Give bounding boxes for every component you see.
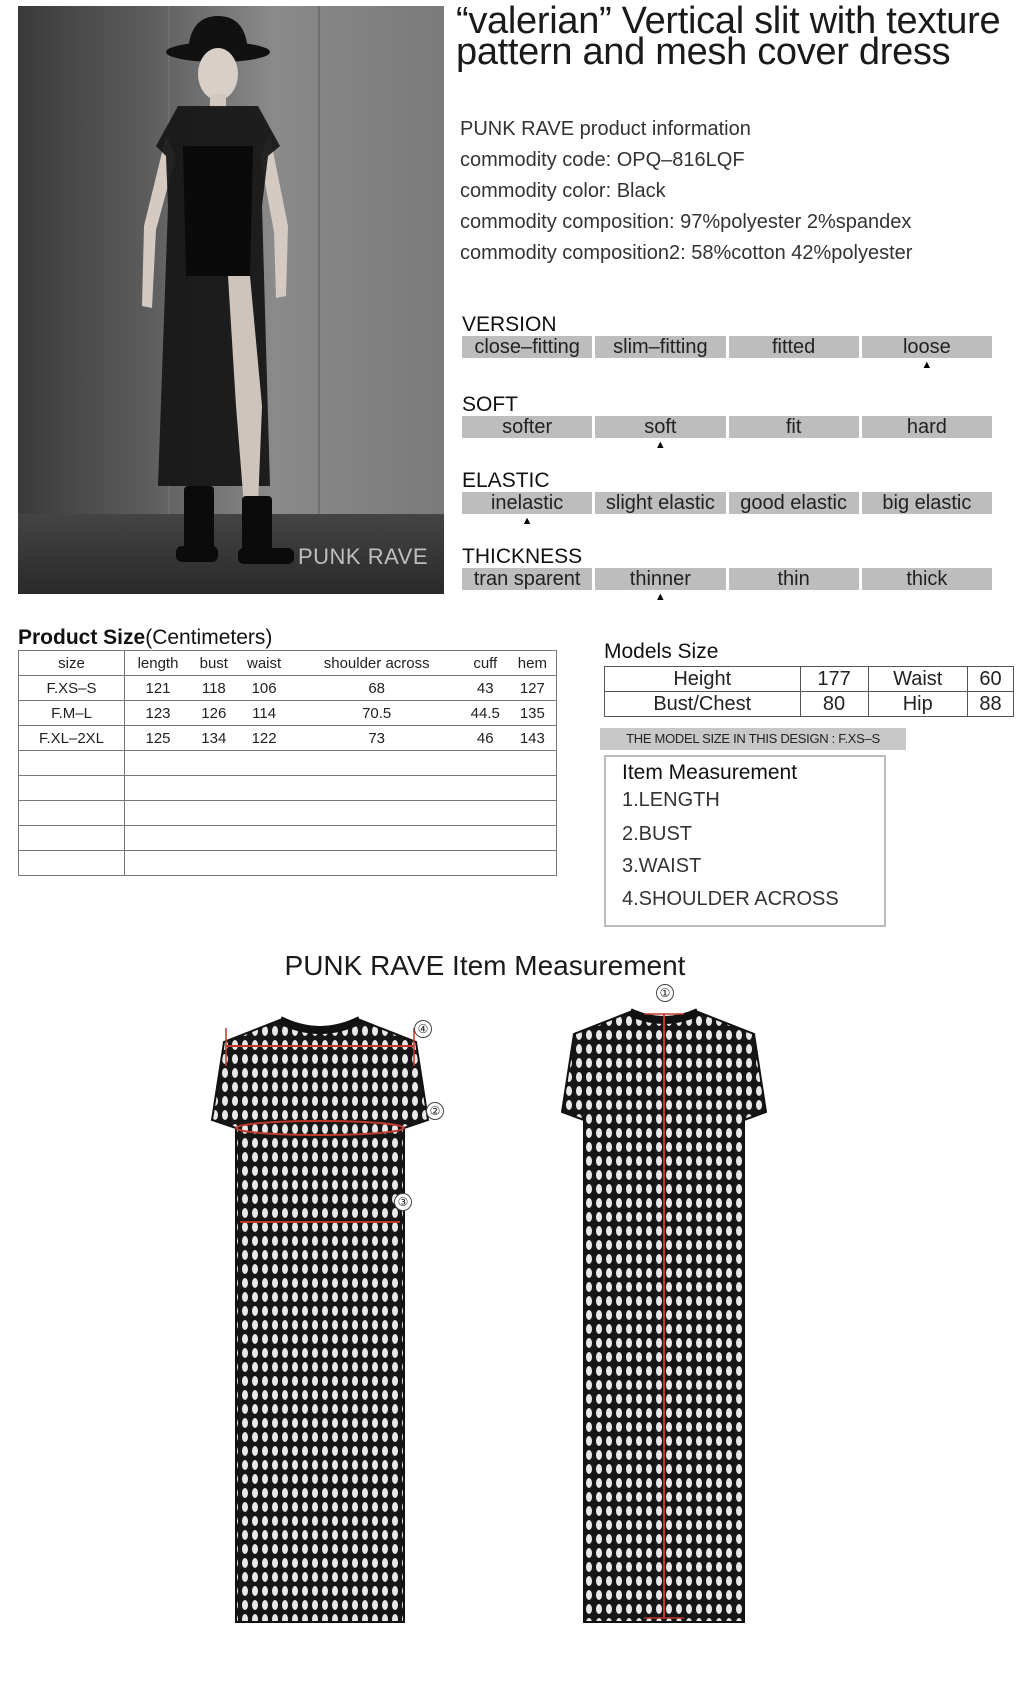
scale-selected-marker: ▲ xyxy=(921,359,933,371)
scale-marker-slot xyxy=(862,438,992,452)
scale-option: soft xyxy=(595,416,725,438)
table-cell: F.M–L xyxy=(19,701,125,726)
table-cell: 127 xyxy=(509,676,557,701)
col-header: hem xyxy=(509,651,557,676)
scale-option: fit xyxy=(729,416,859,438)
scale-option: slight elastic xyxy=(595,492,725,514)
table-row-empty xyxy=(19,851,557,876)
scale-marker-slot xyxy=(729,514,859,528)
table-cell: 134 xyxy=(191,726,237,751)
marker-length: ① xyxy=(656,984,674,1002)
col-header: bust xyxy=(191,651,237,676)
measurement-item: 2.BUST xyxy=(622,823,693,845)
table-cell: 121 xyxy=(125,676,192,701)
info-line: PUNK RAVE product information xyxy=(460,118,751,140)
col-header: shoulder across xyxy=(292,651,462,676)
scale-selected-marker: ▲ xyxy=(521,515,533,527)
scale-label: ELASTIC xyxy=(462,469,550,492)
scale-option: loose xyxy=(862,336,992,358)
scale-option: inelastic xyxy=(462,492,592,514)
table-cell: 135 xyxy=(509,701,557,726)
scale-selected-marker: ▲ xyxy=(654,439,666,451)
table-cell: 106 xyxy=(237,676,292,701)
col-header: size xyxy=(19,651,125,676)
scale-marker-slot xyxy=(595,358,725,372)
marker-bust: ② xyxy=(426,1102,444,1120)
table-row xyxy=(19,701,557,726)
scale-marker-slot xyxy=(729,590,859,604)
product-size-unit: (Centimeters) xyxy=(145,626,273,649)
marker-shoulder: ④ xyxy=(414,1020,432,1038)
table-cell: Bust/Chest xyxy=(605,692,801,717)
scale-option: tran sparent xyxy=(462,568,592,590)
table-cell: 88 xyxy=(967,692,1013,717)
scale-marker-slot xyxy=(729,358,859,372)
scale-option: big elastic xyxy=(862,492,992,514)
scale-marker-slot xyxy=(595,514,725,528)
scale-option: hard xyxy=(862,416,992,438)
table-cell: 44.5 xyxy=(462,701,509,726)
table-cell: 114 xyxy=(237,701,292,726)
scale-option: thin xyxy=(729,568,859,590)
product-size-title-bold: Product Size xyxy=(18,626,146,649)
table-cell: Waist xyxy=(868,667,967,692)
table-cell: 125 xyxy=(125,726,192,751)
scale-option: thick xyxy=(862,568,992,590)
item-measurement-box xyxy=(604,755,886,927)
table-cell: F.XS–S xyxy=(19,676,125,701)
table-cell: 80 xyxy=(800,692,868,717)
table-cell: 73 xyxy=(292,726,462,751)
models-size-table xyxy=(604,666,1014,717)
scale-option: slim–fitting xyxy=(595,336,725,358)
table-cell: 70.5 xyxy=(292,701,462,726)
product-photo xyxy=(18,6,444,594)
marker-waist: ③ xyxy=(394,1193,412,1211)
scale-label: VERSION xyxy=(462,313,557,336)
scale-selected-marker: ▲ xyxy=(654,591,666,603)
photo-watermark: PUNK RAVE xyxy=(297,544,428,569)
scale-label: SOFT xyxy=(462,393,518,416)
product-info xyxy=(460,114,1020,269)
scale-thickness xyxy=(462,546,992,604)
table-cell: 123 xyxy=(125,701,192,726)
table-cell: 43 xyxy=(462,676,509,701)
measurement-item: 1.LENGTH xyxy=(622,789,720,811)
col-header: cuff xyxy=(462,651,509,676)
scale-label: THICKNESS xyxy=(462,545,583,568)
table-row xyxy=(605,692,1014,717)
measurement-diagram-title: PUNK RAVE Item Measurement xyxy=(284,950,686,981)
scale-option: thinner xyxy=(595,568,725,590)
table-cell: Hip xyxy=(868,692,967,717)
models-size-title: Models Size xyxy=(604,640,719,663)
dress-back-diagram xyxy=(534,1000,794,1630)
table-row xyxy=(605,667,1014,692)
scale-elastic xyxy=(462,470,992,528)
info-line: commodity code: OPQ–816LQF xyxy=(460,149,745,171)
table-row-empty xyxy=(19,801,557,826)
scale-marker-slot xyxy=(862,514,992,528)
product-size-table xyxy=(18,650,557,876)
table-cell: 143 xyxy=(509,726,557,751)
product-title: “valerian” Vertical slit with texture pattern and mesh cover dress xyxy=(456,0,1001,73)
table-cell: F.XL–2XL xyxy=(19,726,125,751)
scale-marker-slot xyxy=(862,590,992,604)
scale-marker-slot xyxy=(729,438,859,452)
scale-version xyxy=(462,314,992,372)
col-header: waist xyxy=(237,651,292,676)
info-line: commodity color: Black xyxy=(460,180,666,202)
table-cell: 126 xyxy=(191,701,237,726)
product-size-title xyxy=(18,626,272,650)
table-row xyxy=(19,726,557,751)
table-row-empty xyxy=(19,751,557,776)
table-cell: 122 xyxy=(237,726,292,751)
model-size-note: THE MODEL SIZE IN THIS DESIGN : F.XS–S xyxy=(600,728,906,750)
dress-front-diagram xyxy=(190,1010,450,1630)
item-measurement-heading: Item Measurement xyxy=(622,761,798,784)
table-cell: 177 xyxy=(800,667,868,692)
measurement-item: 3.WAIST xyxy=(622,855,702,877)
table-header-row xyxy=(19,651,557,676)
scale-option: fitted xyxy=(729,336,859,358)
table-row xyxy=(19,676,557,701)
info-line: commodity composition2: 58%cotton 42%polyester xyxy=(460,242,913,264)
info-line: commodity composition: 97%polyester 2%spandex xyxy=(460,211,912,233)
table-row-empty xyxy=(19,826,557,851)
table-cell: 118 xyxy=(191,676,237,701)
table-row-empty xyxy=(19,776,557,801)
col-header: length xyxy=(125,651,192,676)
scale-option: close–fitting xyxy=(462,336,592,358)
scale-option: softer xyxy=(462,416,592,438)
table-cell: Height xyxy=(605,667,801,692)
scale-marker-slot xyxy=(462,590,592,604)
table-cell: 60 xyxy=(967,667,1013,692)
scale-option: good elastic xyxy=(729,492,859,514)
model-figure xyxy=(18,6,444,594)
scale-marker-slot xyxy=(462,358,592,372)
scale-marker-slot xyxy=(462,438,592,452)
table-cell: 68 xyxy=(292,676,462,701)
measurement-item: 4.SHOULDER ACROSS xyxy=(622,888,839,910)
table-cell: 46 xyxy=(462,726,509,751)
scale-soft xyxy=(462,394,992,452)
